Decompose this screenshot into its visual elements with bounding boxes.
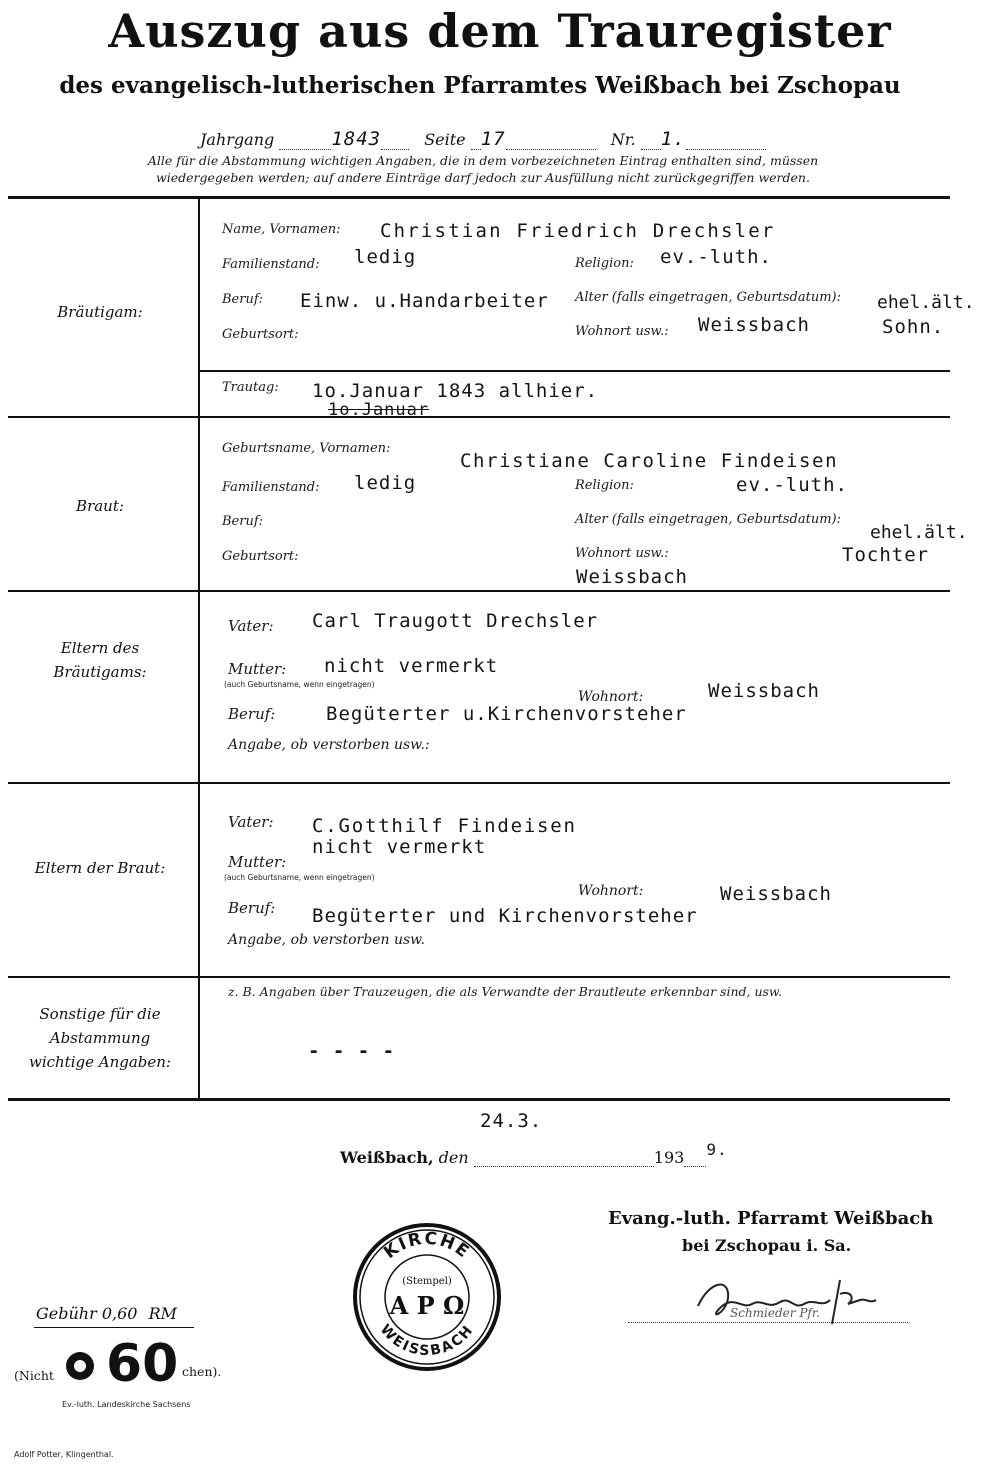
braut-religion-value: ev.-luth. [736,474,848,496]
rule-eltern-braut-top [8,782,950,784]
rule-sonstige-top [8,976,950,978]
church-seal [352,1222,502,1372]
braeutigam-wohnort-value: Weissbach [698,314,810,336]
footer-date-day: 24.3. [480,1110,543,1132]
gebuehr-label: Gebühr 0,60 [36,1304,138,1323]
braeutigam-religion-label: Religion: [575,256,634,271]
gebuehr-underline [34,1327,194,1328]
trautag-value: 1o.Januar 1843 allhier. [312,380,599,402]
seal-center-text: (Stempel) [402,1276,452,1287]
eltern-braeutigam-wohnort-label: Wohnort: [578,689,644,705]
braut-familienstand-value: ledig [354,472,417,494]
sonstige-hint: z. B. Angaben über Trauzeugen, die als Verwandte der Brautleute erkennbar sind, usw. [228,984,783,999]
eltern-braut-beruf-label: Beruf: [228,899,276,917]
jahrgang-label: Jahrgang [200,130,275,149]
nr-value: 1. [660,128,686,150]
braut-alter-value: ehel.ält. [870,522,968,543]
seite-label: Seite [424,130,466,149]
braeutigam-geburtsort-label: Geburtsort: [222,327,299,342]
seal-top-text: KIRCHE [380,1228,474,1264]
eltern-braut-mutter-note: (auch Geburtsname, wenn eingetragen) [224,873,375,882]
braut-wohnort-value: Weissbach [576,566,688,588]
braut-familienstand-label: Familienstand: [222,480,320,495]
braeutigam-beruf-label: Beruf: [222,292,264,307]
nicht-right: chen). [182,1364,222,1379]
eltern-braut-vater-label: Vater: [228,813,274,831]
eltern-braut-beruf-value: Begüterter und Kirchenvorsteher [312,905,698,927]
braut-beruf-label: Beruf: [222,514,264,529]
section-sonstige-line2: Abstammung [49,1029,151,1047]
rule-vertical [198,198,200,1098]
trautag-label: Trautag: [222,380,279,395]
section-sonstige [10,1002,190,1074]
section-eltern-braut: Eltern der Braut: [34,859,166,877]
section-braut: Braut: [76,497,124,515]
rule-braut-top [8,416,950,418]
section-eltern-braeutigam [10,636,190,684]
footer-year-prefix: 193 [653,1148,685,1167]
section-braeutigam: Bräutigam: [57,303,143,321]
braut-name-label: Geburtsname, Vornamen: [222,441,391,456]
eltern-braeutigam-angabe-label: Angabe, ob verstorben usw.: [228,737,430,753]
braut-name-value: Christiane Caroline Findeisen [460,450,839,472]
footer-den: den [438,1148,469,1167]
fee-stamp [56,1334,191,1412]
braut-alter-label: Alter (falls eingetragen, Geburtsdatum): [575,512,841,527]
eltern-braut-wohnort-label: Wohnort: [578,883,644,899]
braut-geburtsort-label: Geburtsort: [222,549,299,564]
eltern-braeutigam-beruf-label: Beruf: [228,705,276,723]
signature-scribble [690,1270,920,1330]
eltern-braut-wohnort-value: Weissbach [720,883,832,905]
seal-symbols: A P Ω [389,1291,465,1320]
pfarramt-line1: Evang.-luth. Pfarramt Weißbach [608,1208,934,1229]
fee-stamp-value: 60 [106,1334,179,1394]
nr-label: Nr. [610,130,636,149]
footer-place-line [340,1140,728,1167]
pfarramt-line2: bei Zschopau i. Sa. [682,1236,852,1255]
document-title: Auszug aus dem Trauregister [108,4,892,58]
eltern-braut-angabe-label: Angabe, ob verstorben usw. [228,932,425,948]
braut-wohnort-label: Wohnort usw.: [575,546,669,561]
register-reference [200,128,766,150]
sonstige-value: - - - - [308,1040,396,1062]
nicht-left: (Nicht [14,1368,54,1383]
gebuehr-line [36,1304,177,1323]
braeutigam-alter-label: Alter (falls eingetragen, Geburtsdatum): [575,290,841,305]
notice-text: Alle für die Abstammung wichtigen Angaben, die in dem vorbezeichneten Eintrag enthalten sind, müssen wiedergegeben werden; auf andere Einträge darf jedoch zur Ausfüllung nicht zurückgegriffen werden. [147,153,819,185]
rule-eltern-top [8,590,950,592]
signature [690,1270,920,1330]
section-sonstige-line1: Sonstige für die [39,1005,161,1023]
signature-dotted-line [628,1322,908,1323]
signature-text: Schmieder Pfr. [730,1306,821,1320]
eltern-braut-mutter-value: nicht vermerkt [312,836,487,858]
seal-bottom-text: WEISSBACH [376,1321,478,1360]
eltern-braeutigam-wohnort-value: Weissbach [708,680,820,702]
eltern-braeutigam-vater-label: Vater: [228,617,274,635]
section-eltern-braeutigam-line2: Bräutigams: [53,663,147,681]
section-sonstige-line3: wichtige Angaben: [28,1053,171,1071]
seite-value: 17 [480,128,506,150]
braeutigam-religion-value: ev.-luth. [660,246,772,268]
footer-year-suffix: 9. [706,1140,728,1159]
rule-top [8,196,950,199]
eltern-braeutigam-vater-value: Carl Traugott Drechsler [312,610,599,632]
document-subtitle: des evangelisch-lutherischen Pfarramtes Weißbach bei Zschopau [59,72,901,99]
section-eltern-braeutigam-line1: Eltern des [60,639,140,657]
eltern-braeutigam-beruf-value: Begüterter u.Kirchenvorsteher [326,703,687,725]
fee-stamp-caption: Ev.-luth. Landeskirche Sachsens [62,1400,191,1409]
rule-trautag-top [198,370,950,372]
braeutigam-name-label: Name, Vornamen: [222,222,341,237]
church-seal-graphic [352,1222,502,1372]
braeutigam-familienstand-value: ledig [354,246,417,268]
footer-place: Weißbach, [340,1148,434,1167]
trautag-struck-value: 1o.Januar [328,400,430,420]
braut-tochter-value: Tochter [842,544,930,566]
eltern-braut-vater-value: C.Gotthilf Findeisen [312,815,577,837]
jahrgang-value: 1843 [331,128,382,150]
braeutigam-familienstand-label: Familienstand: [222,257,320,272]
braeutigam-wohnort-label: Wohnort usw.: [575,324,669,339]
eltern-braeutigam-mutter-label: Mutter: [228,660,287,678]
braeutigam-sohn-value: Sohn. [882,316,945,338]
eltern-braut-mutter-label: Mutter: [228,853,287,871]
rule-bottom [8,1098,950,1101]
braeutigam-beruf-value: Einw. u.Handarbeiter [300,290,549,312]
eltern-braeutigam-mutter-value: nicht vermerkt [324,655,499,677]
gebuehr-unit: RM [148,1304,177,1323]
eltern-braeutigam-mutter-note: (auch Geburtsname, wenn eingetragen) [224,680,375,689]
printer-note: Adolf Potter, Klingenthal. [14,1450,114,1459]
braeutigam-alter-value: ehel.ält. [877,292,975,313]
braeutigam-name-value: Christian Friedrich Drechsler [380,220,776,242]
braut-religion-label: Religion: [575,478,634,493]
